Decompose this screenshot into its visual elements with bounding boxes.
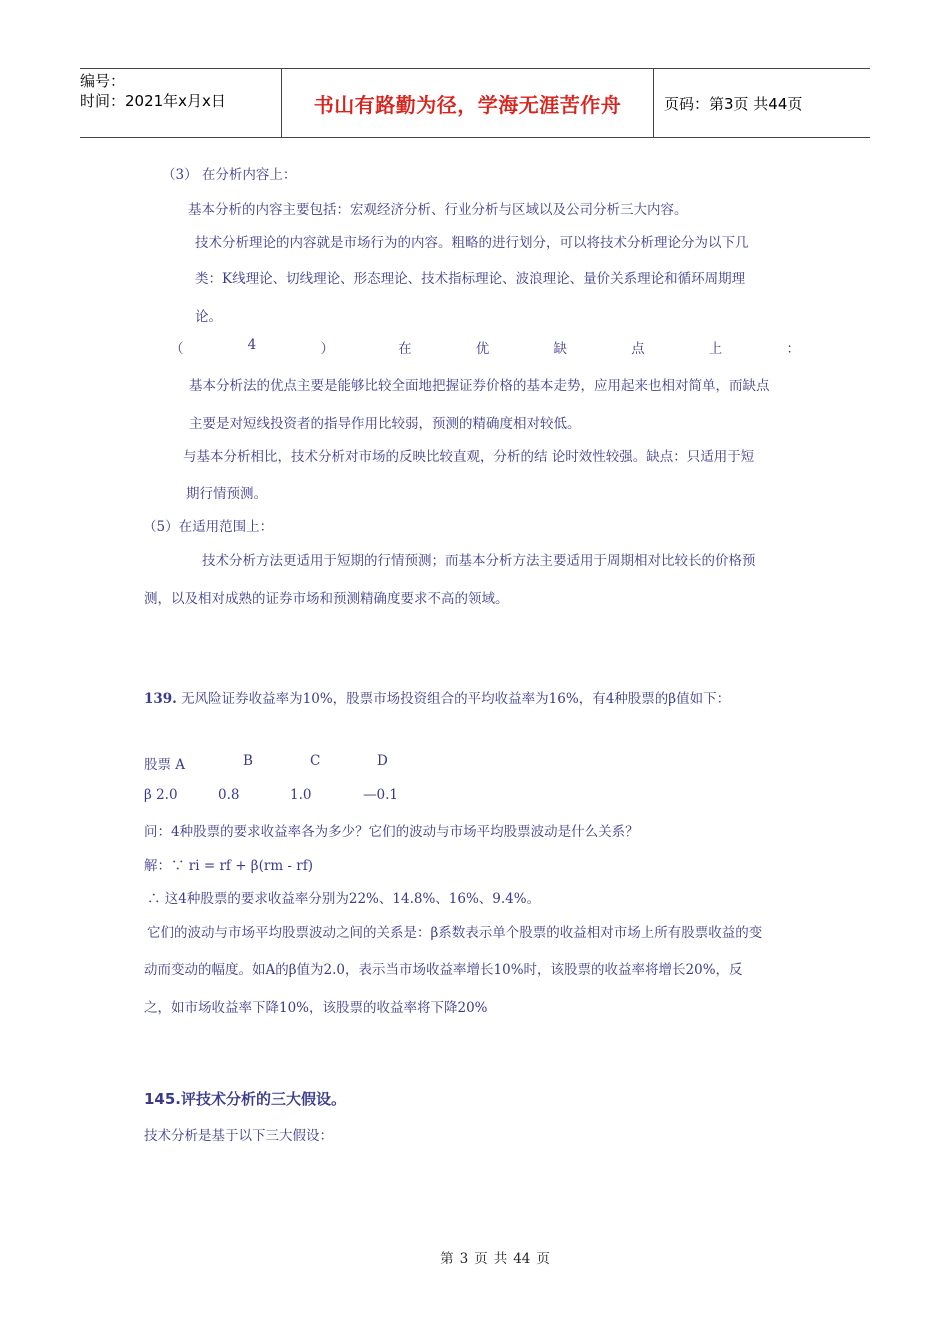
section3-title: （3） 在分析内容上：: [162, 167, 297, 183]
section4-title-char: 4: [247, 337, 257, 353]
footer-part: 第: [440, 1251, 454, 1267]
beta-table-header: C: [310, 753, 321, 769]
header-page-cell: [654, 69, 870, 137]
section4-title-char: （: [170, 341, 184, 357]
section4-title-char: ）: [320, 341, 334, 357]
beta-table-header: 股票 A: [144, 757, 186, 773]
section4-title-char: 点: [631, 341, 645, 357]
header-left-cell: [80, 69, 281, 137]
footer-current-page: 3: [459, 1251, 469, 1267]
q139-number: 139.: [144, 691, 177, 707]
q139-relation-line3: 之，如市场收益率下降10%，该股票的收益率将下降20%: [144, 1000, 488, 1016]
section4-title-char: ：: [786, 341, 800, 357]
section4-line2: 主要是对短线投资者的指导作用比较弱，预测的精确度相对较低。: [189, 416, 581, 432]
beta-table-value: 0.8: [218, 787, 240, 803]
section3-technical-line2: 类：K线理论、切线理论、形态理论、技术指标理论、波浪理论、量价关系理论和循环周期理: [195, 271, 746, 287]
section5-line2: 测，以及相对成熟的证券市场和预测精确度要求不高的领域。: [144, 591, 509, 607]
document-number-label: 编号：: [80, 72, 126, 90]
q139-question: [144, 687, 730, 707]
section3-technical-line1: 技术分析理论的内容就是市场行为的内容。粗略的进行划分，可以将技术分析理论分为以下几: [195, 235, 749, 251]
page-header: [80, 68, 870, 138]
q139-relation-line2: 动而变动的幅度。如A的β值为2.0，表示当市场收益率增长10%时，该股票的收益率将增长20%，反: [144, 962, 743, 978]
section4-title: [170, 337, 800, 357]
section5-title: （5）在适用范围上：: [143, 519, 274, 535]
q139-ask: 问：4种股票的要求收益率各为多少？它们的波动与市场平均股票波动是什么关系？: [144, 824, 639, 840]
beta-table-value: —0.1: [363, 787, 398, 803]
section4-line3: 与基本分析相比，技术分析对市场的反映比较直观，分析的结 论时效性较强。缺点：只适用于短: [183, 449, 755, 465]
beta-table-value: β 2.0: [144, 787, 178, 803]
q139-question-text: 无风险证券收益率为10%，股票市场投资组合的平均收益率为16%，有4种股票的β值如下：: [176, 691, 731, 707]
header-motto-cell: [281, 69, 654, 137]
footer-part: 共: [493, 1251, 508, 1267]
footer-part: 页: [474, 1251, 488, 1267]
section3-technical-line3: 论。: [195, 309, 222, 325]
q139-result: ∴ 这4种股票的要求收益率分别为22%、14.8%、16%、9.4%。: [147, 891, 541, 907]
beta-table-header: D: [377, 753, 388, 769]
q139-solution: 解：∵ ri = rf + β(rm - rf): [144, 858, 313, 874]
beta-table-header: B: [243, 753, 253, 769]
q145-intro: 技术分析是基于以下三大假设：: [144, 1128, 333, 1144]
footer-part: 页: [536, 1251, 550, 1267]
section5-line1: 技术分析方法更适用于短期的行情预测；而基本分析方法主要适用于周期相对比较长的价格预: [202, 553, 756, 569]
section4-title-char: 优: [475, 341, 490, 357]
section4-line4: 期行情预测。: [186, 486, 267, 502]
q139-relation-line1: 它们的波动与市场平均股票波动之间的关系是：β系数表示单个股票的收益相对市场上所有股票收益的变: [147, 925, 763, 941]
section4-line1: 基本分析法的优点主要是能够比较全面地把握证券价格的基本走势，应用起来也相对简单，而缺点: [189, 378, 770, 394]
section3-fundamental: 基本分析的内容主要包括：宏观经济分析、行业分析与区域以及公司分析三大内容。: [188, 202, 688, 218]
q145-title: 145.评技术分析的三大假设。: [144, 1090, 347, 1108]
page-footer: [0, 1247, 950, 1267]
section4-title-char: 上: [708, 341, 723, 357]
document-time-label: 时间：2021年x月x日: [80, 92, 226, 110]
header-page-label: 页码：第3页 共44页: [664, 94, 803, 113]
footer-total-pages: 44: [513, 1251, 531, 1267]
beta-table-value: 1.0: [290, 787, 312, 803]
header-motto: 书山有路勤为径，学海无涯苦作舟: [313, 92, 622, 117]
section4-title-char: 在: [398, 341, 412, 357]
section4-title-char: 缺: [553, 341, 567, 357]
